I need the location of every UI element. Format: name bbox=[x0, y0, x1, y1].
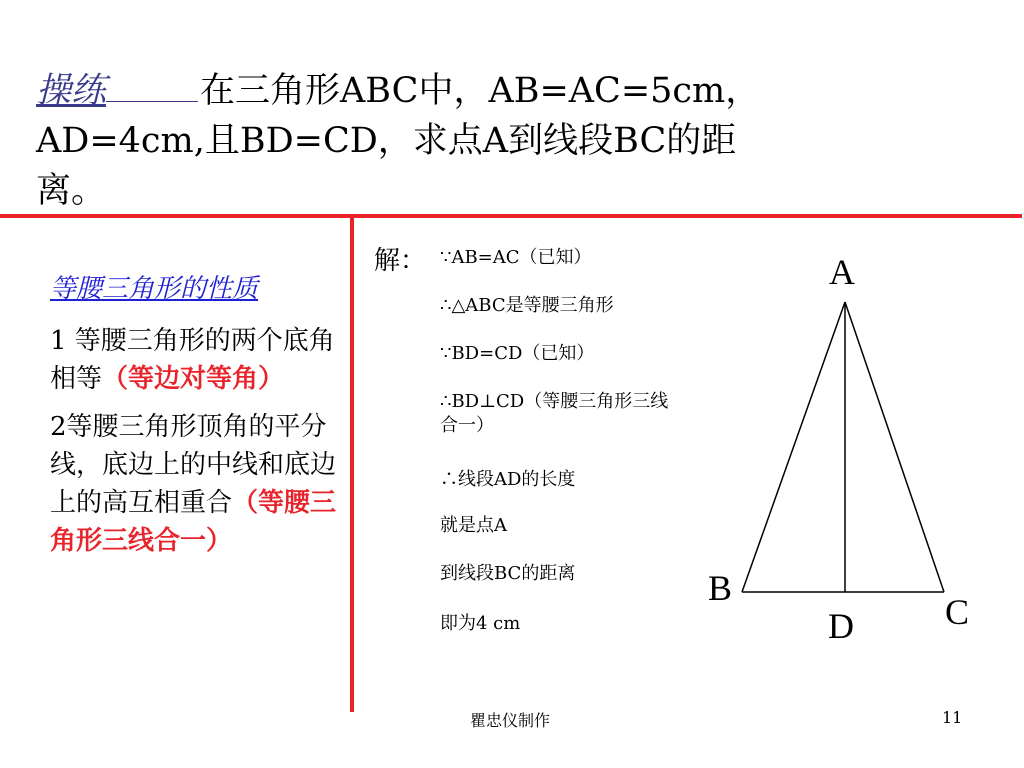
vertical-divider bbox=[350, 214, 354, 712]
footer-author: 瞿忠仪制作 bbox=[470, 711, 551, 730]
vertex-label-d: D bbox=[828, 606, 854, 646]
properties-heading: 等腰三角形的性质 bbox=[50, 274, 259, 304]
horizontal-divider bbox=[0, 214, 1022, 218]
property-2 bbox=[50, 408, 342, 560]
problem-line-1: 在三角形ABC中，AB=AC=5cm， bbox=[200, 71, 761, 111]
properties-panel bbox=[50, 270, 342, 570]
problem-statement bbox=[36, 66, 946, 216]
property-1-note: （等边对等角） bbox=[102, 364, 285, 394]
side-ac bbox=[845, 302, 944, 592]
side-ab bbox=[742, 302, 845, 592]
property-1-text: 1 等腰三角形的两个底角相等 bbox=[50, 326, 335, 394]
property-1 bbox=[50, 322, 342, 398]
solution-step: 即为4 cm bbox=[440, 613, 521, 634]
solution-step: 就是点A bbox=[440, 515, 507, 536]
vertex-label-a: A bbox=[829, 252, 855, 292]
exercise-label: 操练 bbox=[36, 71, 107, 111]
problem-line-2: AD=4cm,且BD=CD，求点A到线段BC的距 bbox=[36, 121, 737, 161]
solution-step: ∴BD⊥CD（等腰三角形三线合一） bbox=[440, 391, 669, 436]
vertex-label-c: C bbox=[945, 592, 970, 632]
page-number: 11 bbox=[942, 708, 963, 727]
solution-step: ∴线段AD的长度 bbox=[440, 469, 576, 490]
solution-label: 解： bbox=[374, 246, 427, 276]
solution-step: ∵BD=CD（已知） bbox=[440, 343, 595, 364]
property-2-text: 2等腰三角形顶角的平分线，底边上的中线和底边上的高互相重合 bbox=[50, 412, 337, 518]
solution-step: ∴△ABC是等腰三角形 bbox=[440, 295, 614, 316]
problem-line-3: 离。 bbox=[36, 171, 107, 211]
blank-underline bbox=[106, 71, 198, 102]
solution-step: ∵AB=AC（已知） bbox=[440, 247, 592, 268]
triangle-diagram bbox=[690, 246, 990, 656]
solution-step: 到线段BC的距离 bbox=[440, 563, 576, 584]
vertex-label-b: B bbox=[708, 568, 733, 608]
property-2-note: （等腰三角形三线合一） bbox=[50, 488, 337, 556]
